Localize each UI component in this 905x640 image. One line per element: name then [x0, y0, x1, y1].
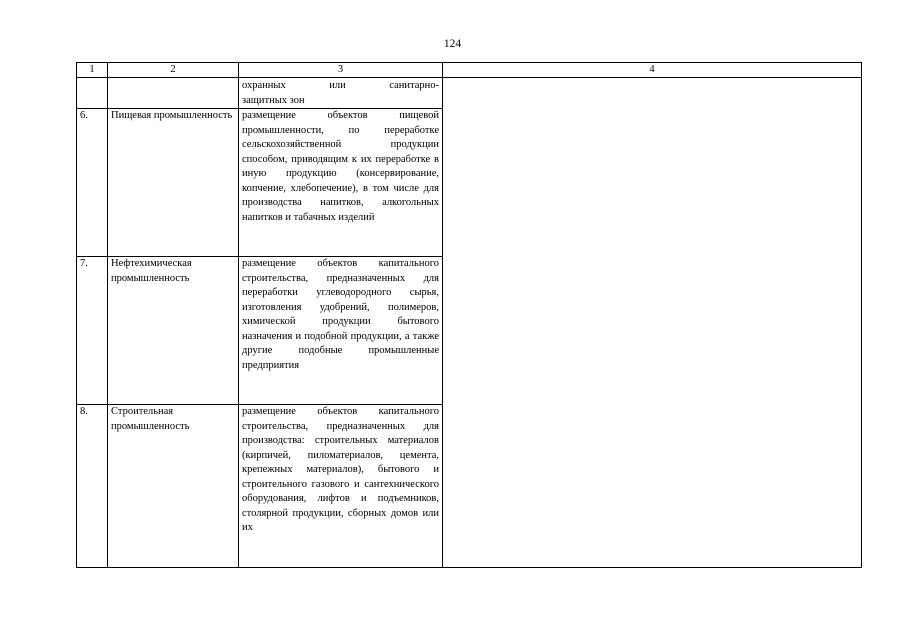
table-row-continuation — [77, 78, 862, 109]
row-description: размещение объектов пищевой промышленности, по переработке сельскохозяйственной продукции способом, приводящим к их переработке в иную продукцию (консервирование, копчение, хлебопечение), в том числе для производства напитков, алкогольных напитков и табачных изделий — [239, 109, 443, 257]
row-number: 6. — [77, 109, 108, 257]
header-col-4: 4 — [443, 63, 862, 78]
row-name: Строительная промышленность — [108, 405, 239, 568]
header-col-2: 2 — [108, 63, 239, 78]
continuation-name-cell — [108, 78, 239, 109]
continuation-num-cell — [77, 78, 108, 109]
header-col-1: 1 — [77, 63, 108, 78]
row-description: размещение объектов капитального строительства, предназначенных для переработки углеводородного сырья, изготовления удобрений, полимеров, химической продукции бытового назначения и подобной продукции, а также другие подобные промышленные предприятия — [239, 257, 443, 405]
row-name: Нефтехимическая промышленность — [108, 257, 239, 405]
header-col-3: 3 — [239, 63, 443, 78]
row-name: Пищевая промышленность — [108, 109, 239, 257]
continuation-line-1: охранных или санитарно- — [242, 80, 439, 91]
continuation-desc-cell — [239, 78, 443, 109]
row-description: размещение объектов капитального строительства, предназначенных для производства: строительных материалов (кирпичей, пиломатериалов, цемента, крепежных материалов), бытового и строительного газового и сантехнического оборудования, лифтов и подъемников, столярной продукции, сборных домов или их — [239, 405, 443, 568]
continuation-line-2: защитных зон — [242, 94, 305, 106]
row-number: 8. — [77, 405, 108, 568]
page-number: 124 — [443, 38, 462, 50]
zoning-table — [76, 62, 862, 568]
column-4-empty-cell — [443, 78, 862, 568]
header-row — [77, 63, 862, 78]
row-number: 7. — [77, 257, 108, 405]
